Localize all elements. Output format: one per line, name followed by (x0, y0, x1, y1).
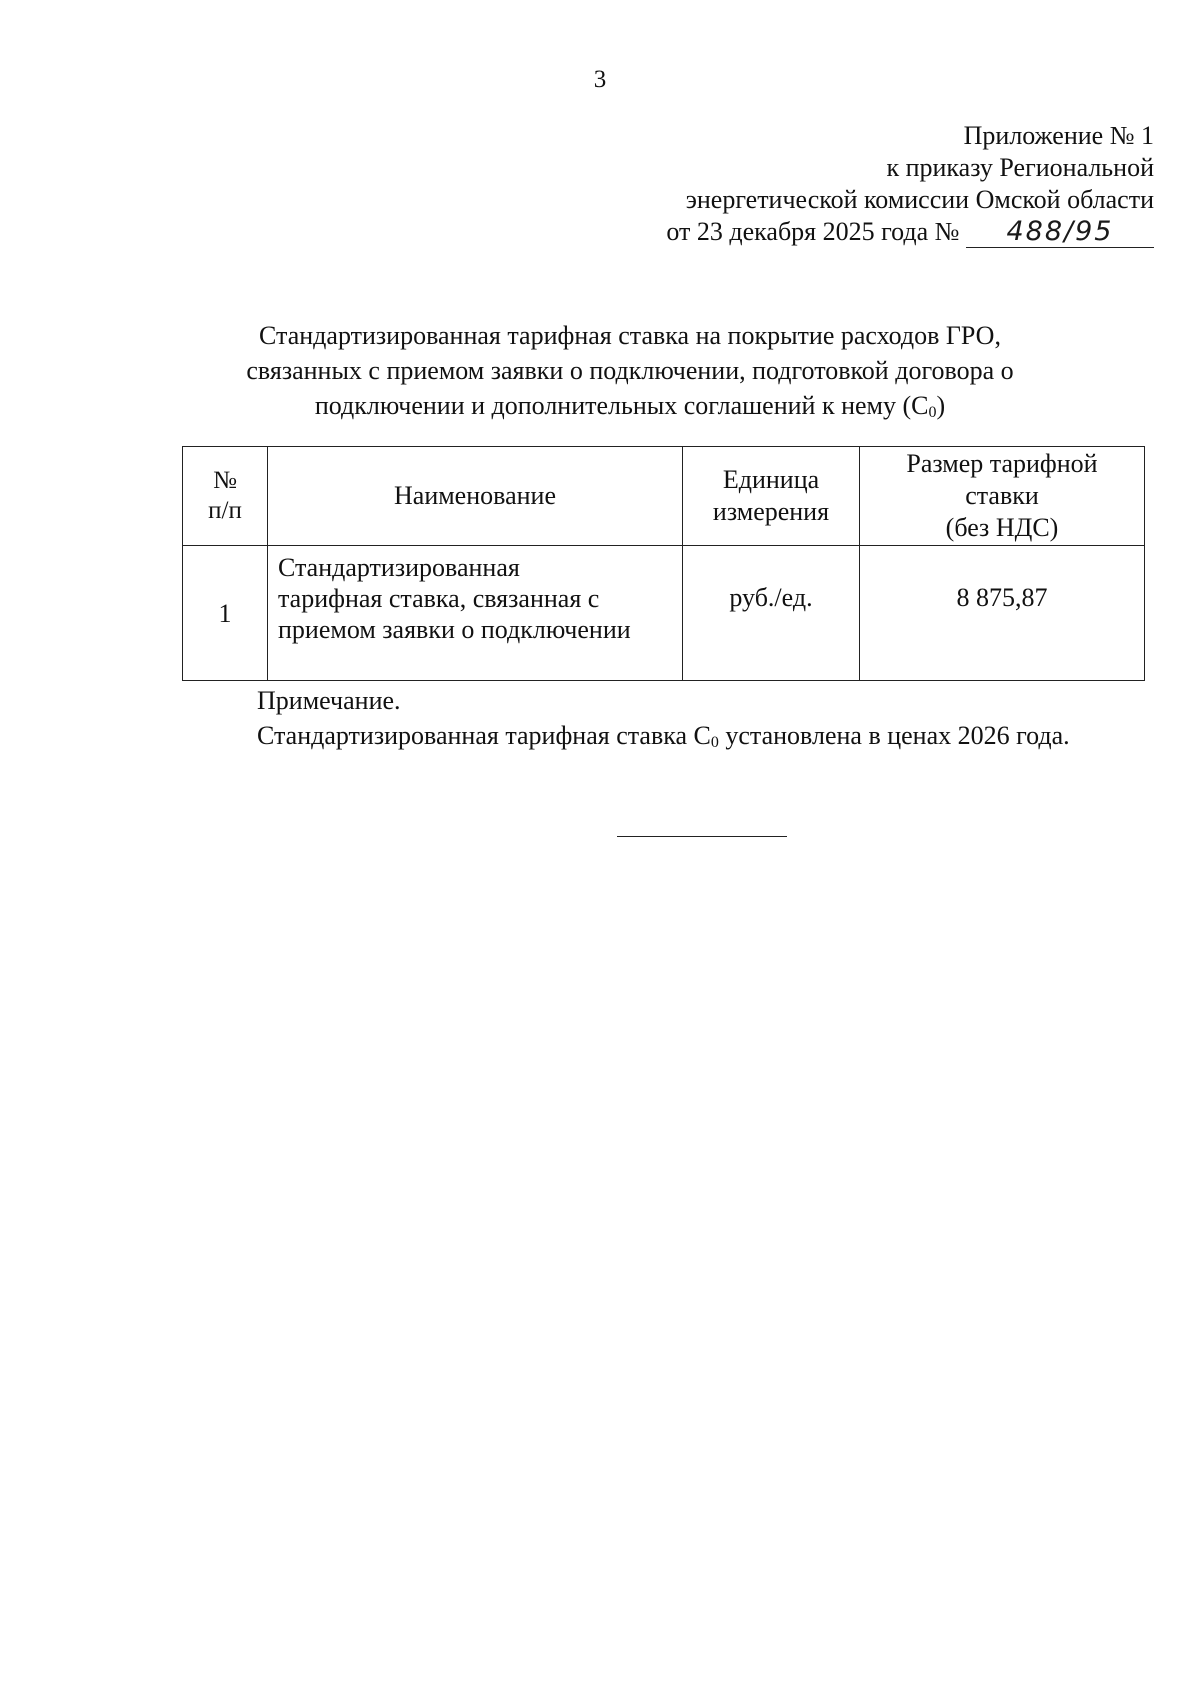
title-line-3-text: подключении и дополнительных соглашений к нему (С (314, 391, 929, 420)
title-subscript: 0 (928, 404, 937, 421)
header-rate (860, 447, 1145, 546)
header-rate-line3: (без НДС) (945, 513, 1059, 542)
header-rate-line2: ставки (965, 481, 1039, 510)
header-rate-line1: Размер тарифной (906, 449, 1098, 478)
appendix-title: Приложение № 1 (963, 121, 1154, 150)
end-divider (617, 836, 787, 837)
header-unit-line2: измерения (712, 497, 830, 526)
title-line-1: Стандартизированная тарифная ставка на покрытие расходов ГРО, (259, 321, 1001, 350)
document-title (150, 318, 1110, 430)
header-unit-line1: Единица (722, 465, 820, 494)
table-row (183, 546, 1145, 681)
appendix-commission: энергетической комиссии Омской области (685, 185, 1154, 214)
title-line-3 (150, 388, 1110, 430)
handwritten-order-number: 488/95 (966, 217, 1154, 248)
row-name-line2: тарифная ставка, связанная с (278, 584, 600, 613)
header-number-pp: п/п (208, 497, 242, 524)
row-name-line1: Стандартизированная (278, 553, 520, 582)
appendix-header (666, 120, 1154, 248)
note-text (184, 717, 1142, 761)
order-date: от 23 декабря 2025 года № (666, 217, 960, 246)
title-line-2: связанных с приемом заявки о подключении, подготовкой договора о (246, 356, 1014, 385)
page-number: 3 (593, 66, 607, 93)
header-number-sign: № (213, 467, 237, 494)
row-unit: руб./ед. (683, 546, 860, 681)
title-line-3-end: ) (936, 391, 946, 420)
note-label: Примечание. (257, 686, 401, 715)
tariff-rate-table (182, 446, 1145, 681)
table-header-row (183, 447, 1145, 546)
header-unit (683, 447, 860, 546)
note-text-start: Стандартизированная тарифная ставка С (257, 721, 711, 750)
note-text-end: установлена в ценах 2026 года. (718, 721, 1070, 750)
order-date-line (666, 216, 1154, 248)
row-name-line3: приемом заявки о подключении (278, 615, 631, 644)
row-name (268, 546, 683, 681)
row-rate-value: 8 875,87 (860, 546, 1145, 681)
appendix-order-ref: к приказу Региональной (886, 153, 1154, 182)
header-number (183, 447, 268, 546)
header-name: Наименование (268, 447, 683, 546)
note-subscript: 0 (710, 734, 719, 751)
row-number: 1 (183, 546, 268, 681)
